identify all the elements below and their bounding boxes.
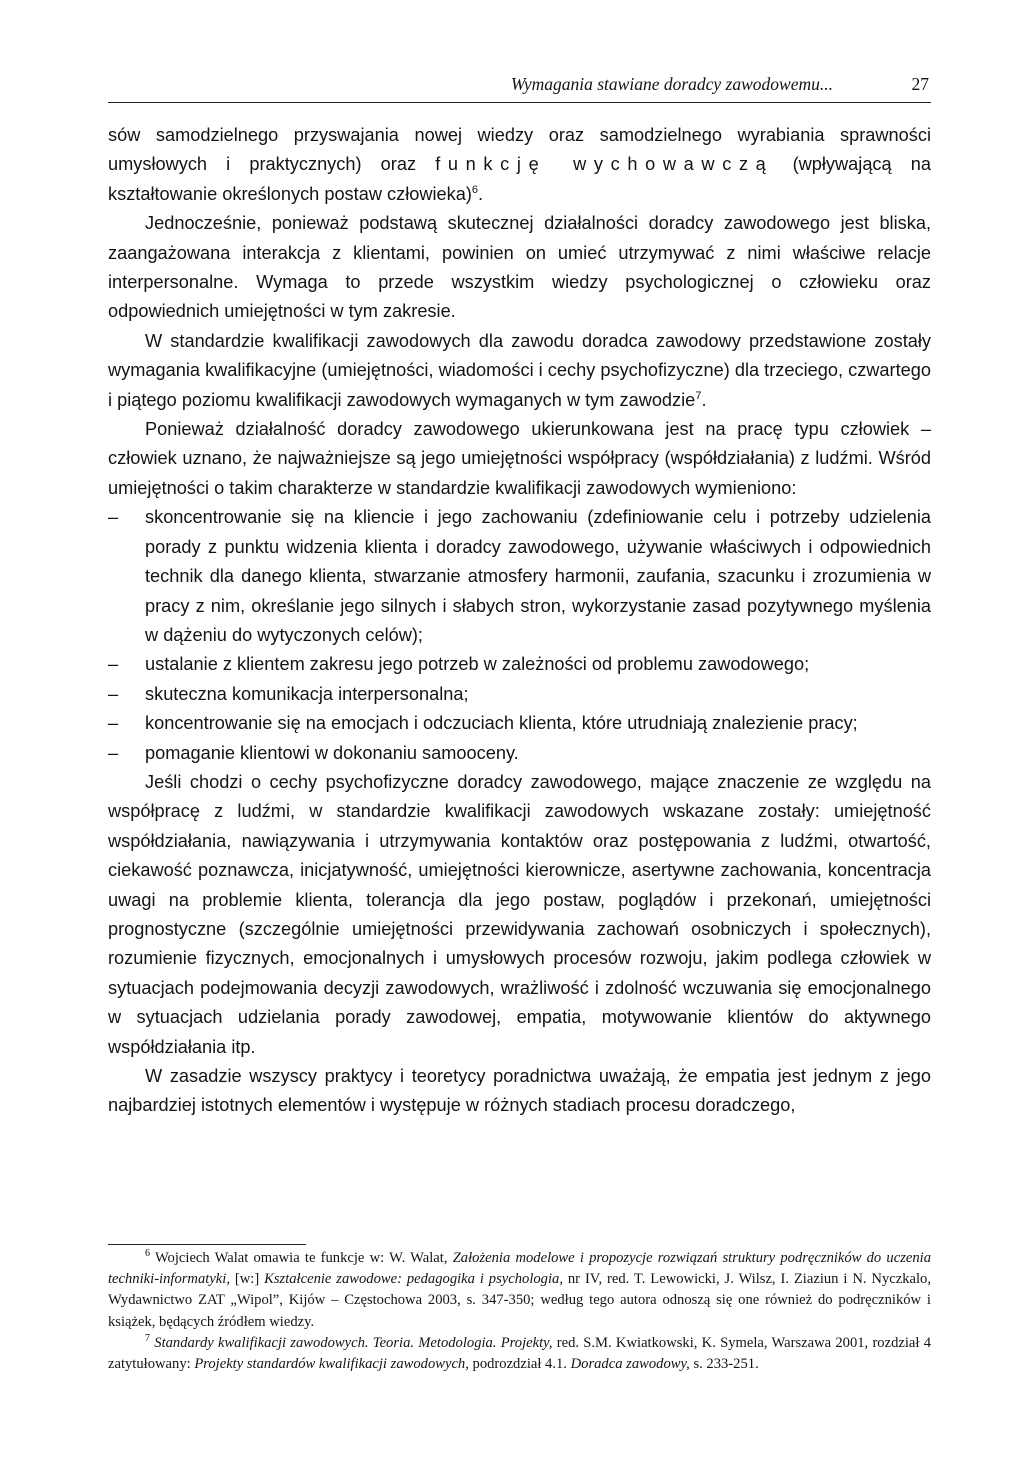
list-item: – skuteczna komunikacja interpersonalna;: [108, 680, 931, 709]
paragraph-3: [108, 327, 931, 415]
running-header: [108, 72, 931, 103]
footnote-separator: [108, 1244, 306, 1245]
paragraph-3-text-a: W standardzie kwalifikacji zawodowych dla zawodu doradca zawodowy przedstawione zostały wymagania kwalifikacyjne (umiejętności, wiadomości i cechy psychofizyczne) dla trzeciego, czwartego i piątego poziomu kwalifikacji zawodowych wymaganych w tym zawodzie: [108, 330, 931, 410]
footnote-7-title-3: Doradca zawodowy,: [570, 1356, 690, 1373]
footnote-6-title-1: Założenia modelowe i propozycje rozwiązań struktury podręczników do uczenia techniki-informatyki,: [108, 1250, 932, 1288]
footnote-7-text-b: podrozdział 4.1.: [468, 1356, 571, 1373]
paragraph-1-text-b: (wpływającą na kształtowanie określonych postaw człowieka): [108, 154, 932, 204]
paragraph-2: Jednocześnie, ponieważ podstawą skutecznej działalności doradcy zawodowego jest bliska, zaangażowana interakcja z klientami, powinien on umieć utrzymywać z nimi właściwe relacje interpersonalne. Wymaga to przede wszystkim wiedzy psychologicznej o człowieku oraz odpowiednich umiejętności w tym zakresie.: [108, 213, 931, 322]
list-item: – ustalanie z klientem zakresu jego potrzeb w zależności od problemu zawodowego;: [108, 650, 931, 679]
footnote-6-text-a: Wojciech Walat omawia te funkcje w: W. Walat,: [154, 1250, 453, 1266]
footnote-7-title-1: Standardy kwalifikacji zawodowych. Teoria. Metodologia. Projekty,: [154, 1334, 553, 1351]
footnote-7-text-a: red. S.M. Kwiatkowski, K. Symela, Warszawa 2001, rozdział 4 zatytułowany:: [108, 1334, 931, 1373]
footnote-ref-7[interactable]: 7: [695, 389, 702, 402]
main-text: [108, 121, 931, 1121]
footnote-ref-6[interactable]: 6: [471, 183, 479, 196]
paragraph-5: Jeśli chodzi o cechy psychofizyczne doradcy zawodowego, mające znaczenie ze względu na współpracę z ludźmi, w standardzie kwalifikacji zawodowych wskazane zostały: umiejętność współdziałania, nawiązywania i utrzymywania kontaktów oraz postępowania z ludźmi, otwartość, ciekawość poznawcza, inicjatywność, umiejętności kierownicze, asertywne zachowania, koncentracja uwagi na problemie klienta, tolerancja dla jego postaw, poglądów i przekonań, umiejętności prognostyczne (szczególnie umiejętności przewidywania zachowań osobniczych i społecznych), rozumienie fizycznych, emocjonalnych i umysłowych procesów rozwoju, jakim podlega człowiek w sytuacjach podejmowania decyzji zawodowych, wrażliwość i zdolność wczuwania się emocjonalnego w sytuacjach udzielania porady zawodowej, empatia, motywowanie klientów do aktywnego współdziałania itp.: [108, 771, 931, 1057]
paragraph-1-text-a: sów samodzielnego przyswajania nowej wiedzy oraz samodzielnego wyrabiania sprawności umysłowych i praktycznych) oraz: [108, 125, 931, 175]
footnote-number: 6: [145, 1248, 150, 1260]
footnote-6-text-b: [w:]: [229, 1271, 265, 1288]
footnote-7-title-2: Projekty standardów kwalifikacji zawodowych,: [194, 1356, 469, 1373]
paragraph-3-text-b: .: [701, 389, 707, 410]
footnote-6: [108, 1248, 931, 1333]
paragraph-4: Ponieważ działalność doradcy zawodowego ukierunkowana jest na pracę typu człowiek – człowiek uznano, że najważniejsze są jego umiejętności współpracy (współdziałania) z ludźmi. Wśród umiejętności o takim charakterze w standardzie kwalifikacji zawodowych wymieniono:: [108, 419, 931, 498]
skills-list: [108, 503, 931, 768]
footnotes: [108, 1248, 931, 1375]
paragraph-1: [108, 121, 931, 209]
paragraph-1-text-c: .: [478, 183, 484, 204]
footnote-7: [108, 1333, 931, 1375]
running-title: Wymagania stawiane doradcy zawodowemu...: [510, 74, 833, 94]
list-item: – pomaganie klientowi w dokonaniu samooceny.: [108, 739, 931, 768]
footnote-number: 7: [145, 1332, 150, 1344]
list-item: – skoncentrowanie się na kliencie i jego zachowaniu (zdefiniowanie celu i potrzeby udzielenia porady z punktu widzenia klienta i doradcy zawodowego, używanie właściwych i odpowiednich technik dla danego klienta, stwarzanie atmosfery harmonii, zaufania, szacunku i zrozumienia w pracy z nim, określanie jego silnych i słabych stron, wykorzystanie zasad pozytywnego myślenia w dążeniu do wytyczonych celów);: [108, 503, 931, 650]
footnote-6-title-2: Kształcenie zawodowe: pedagogika i psychologia,: [264, 1271, 563, 1288]
footnote-7-text-c: s. 233-251.: [689, 1356, 759, 1373]
paragraph-6: W zasadzie wszyscy praktycy i teoretycy poradnictwa uważają, że empatia jest jednym z jego najbardziej istotnych elementów i występuje w różnych stadiach procesu doradczego,: [108, 1066, 931, 1116]
page-number: 27: [911, 74, 929, 94]
list-item: – koncentrowanie się na emocjach i odczuciach klienta, które utrudniają znalezienie pracy;: [108, 709, 931, 738]
footnote-6-text-c: nr IV, red. T. Lewowicki, J. Wilsz, I. Ziaziun i N. Nyczkalo, Wydawnictwo ZAT „Wipol”, Kijów – Częstochowa 2003, s. 347-350; według tego autora odnoszą się one również do podręczników i książek, będących źródłem wiedzy.: [108, 1271, 931, 1330]
spaced-emphasis: funkcję wychowawczą: [435, 154, 774, 175]
